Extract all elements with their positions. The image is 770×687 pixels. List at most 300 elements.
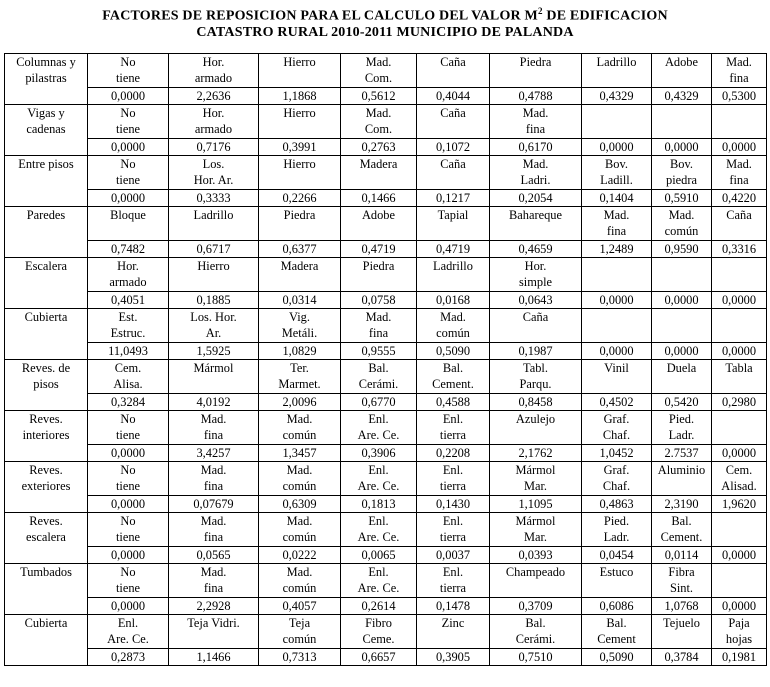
factor-value-cell: 0,0758 xyxy=(341,292,417,309)
material-name-line: común xyxy=(282,530,317,544)
material-name-line: Enl. xyxy=(368,514,389,528)
factor-value-cell: 1,3457 xyxy=(259,445,341,462)
material-name-cell xyxy=(259,564,341,598)
material-name-line: Mad. xyxy=(286,514,313,528)
factor-value-cell: 4,0192 xyxy=(169,394,259,411)
material-name-line: Mar. xyxy=(523,479,548,493)
material-name-line: Cem. xyxy=(114,361,142,375)
factor-value-cell: 0,0393 xyxy=(490,547,582,564)
material-name-line: Hor. xyxy=(117,259,139,273)
category-label xyxy=(5,207,88,258)
material-name-line: Adobe xyxy=(664,55,699,69)
material-name-line: Ladr. xyxy=(668,428,695,442)
material-name-cell xyxy=(88,615,169,649)
material-name-line: Mad. xyxy=(668,208,695,222)
material-name-cell xyxy=(582,462,652,496)
material-name-cell xyxy=(652,462,712,496)
material-name-line: Enl. xyxy=(117,616,139,630)
material-name-line: Enl. xyxy=(368,412,389,426)
category-label xyxy=(5,156,88,207)
material-name-line: Hierro xyxy=(283,55,316,69)
material-name-cell xyxy=(341,207,417,241)
factor-value-cell: 0,4719 xyxy=(417,241,490,258)
material-name-cell xyxy=(88,156,169,190)
material-name-cell xyxy=(652,207,712,241)
material-name-cell xyxy=(582,207,652,241)
material-name-cell xyxy=(652,360,712,394)
material-names-row xyxy=(5,105,767,139)
material-name-line: No xyxy=(120,565,136,579)
material-name-line: Bov. xyxy=(605,157,628,171)
material-name-line: No xyxy=(120,514,136,528)
factor-value-cell: 0,5910 xyxy=(652,190,712,207)
material-names-row xyxy=(5,513,767,547)
factor-value-cell: 0,1981 xyxy=(712,649,767,666)
material-name-cell xyxy=(88,513,169,547)
material-name-line: Piedra xyxy=(519,55,552,69)
factor-value-cell: 0,0565 xyxy=(169,547,259,564)
factor-value-cell: 2.7537 xyxy=(652,445,712,462)
category-label xyxy=(5,615,88,666)
material-name-cell xyxy=(88,54,169,88)
material-name-line: Graf. xyxy=(603,463,630,477)
material-name-line: Caña xyxy=(726,208,752,222)
material-name-line: hojas xyxy=(725,632,753,646)
material-name-cell xyxy=(88,564,169,598)
material-name-line: Zinc xyxy=(441,616,465,630)
material-name-line: Graf. xyxy=(603,412,630,426)
material-name-line: Mad. xyxy=(200,514,227,528)
factor-value-cell: 0,5300 xyxy=(712,88,767,105)
material-name-cell xyxy=(88,360,169,394)
material-name-line: Are. Ce. xyxy=(357,428,400,442)
material-name-line: Piedra xyxy=(283,208,316,222)
material-name-cell xyxy=(417,360,490,394)
material-name-cell xyxy=(490,54,582,88)
material-name-cell xyxy=(712,258,767,292)
material-name-cell xyxy=(417,156,490,190)
material-name-cell xyxy=(417,105,490,139)
material-name-cell xyxy=(652,258,712,292)
factor-value-cell: 0,2873 xyxy=(88,649,169,666)
factor-value-cell: 0,1466 xyxy=(341,190,417,207)
factor-value-cell: 0,3316 xyxy=(712,241,767,258)
title-line-1: FACTORES DE REPOSICION PARA EL CALCULO DEL VALOR $M^2$ DE EDIFICACION xyxy=(102,6,668,24)
material-name-line: Metáli. xyxy=(281,326,318,340)
material-name-line: fina xyxy=(203,479,224,493)
material-name-line: fina xyxy=(368,326,389,340)
material-name-line: Bahareque xyxy=(509,208,562,222)
material-name-cell xyxy=(712,411,767,445)
category-label xyxy=(5,309,88,360)
factor-value-cell: 0,0000 xyxy=(88,139,169,156)
material-names-row xyxy=(5,156,767,190)
factor-value-cell: 0,5612 xyxy=(341,88,417,105)
material-name-cell xyxy=(712,564,767,598)
material-name-cell xyxy=(169,462,259,496)
material-name-line: Cem. xyxy=(725,463,753,477)
material-name-line: Paja xyxy=(728,616,750,630)
category-label-line: Vigas y xyxy=(27,106,65,120)
material-name-line: Mar. xyxy=(523,530,548,544)
material-name-line: tiene xyxy=(115,122,141,136)
material-name-line: Mad. xyxy=(522,106,549,120)
factor-value-cell: 0,6770 xyxy=(341,394,417,411)
factor-value-cell: 0,1404 xyxy=(582,190,652,207)
factor-value-cell: 0,0000 xyxy=(88,445,169,462)
material-names-row xyxy=(5,54,767,88)
material-name-line: Vig. xyxy=(289,310,310,324)
material-name-cell xyxy=(652,54,712,88)
material-name-cell xyxy=(712,309,767,343)
material-name-line: Fibro xyxy=(365,616,392,630)
material-name-cell xyxy=(341,564,417,598)
category-label-line: Reves. xyxy=(29,463,63,477)
material-name-cell xyxy=(88,411,169,445)
material-name-line: Sint. xyxy=(669,581,694,595)
material-name-cell xyxy=(417,513,490,547)
material-name-line: Cerámi. xyxy=(358,377,399,391)
material-name-line: Cerámi. xyxy=(515,632,556,646)
material-name-cell xyxy=(652,309,712,343)
factor-value-cell: 0,4057 xyxy=(259,598,341,615)
category-label xyxy=(5,462,88,513)
factor-value-cell: 0,0000 xyxy=(88,598,169,615)
factor-value-cell: 0,2266 xyxy=(259,190,341,207)
material-name-cell xyxy=(341,462,417,496)
factor-value-cell: 0,4659 xyxy=(490,241,582,258)
material-name-line: Hor. xyxy=(202,106,225,120)
material-name-line: tiene xyxy=(115,581,141,595)
factor-value-cell: 1,0768 xyxy=(652,598,712,615)
material-name-line: Mad. xyxy=(365,55,392,69)
factor-value-cell: 1,1095 xyxy=(490,496,582,513)
factor-value-cell: 0,0000 xyxy=(582,343,652,360)
material-name-cell xyxy=(417,54,490,88)
material-name-line: Ladrillo xyxy=(193,208,234,222)
material-name-cell xyxy=(490,207,582,241)
factor-value-cell: 0,0000 xyxy=(712,598,767,615)
factor-values-row xyxy=(5,88,767,105)
factor-value-cell: 0,1217 xyxy=(417,190,490,207)
material-name-cell xyxy=(582,309,652,343)
material-name-line: Mad. xyxy=(522,157,549,171)
factor-values-row xyxy=(5,343,767,360)
material-name-line: Bal. xyxy=(606,616,627,630)
material-name-cell xyxy=(582,258,652,292)
category-label-line: Tumbados xyxy=(20,565,72,579)
material-name-cell xyxy=(169,156,259,190)
material-name-line: tierra xyxy=(439,479,467,493)
material-name-cell xyxy=(259,258,341,292)
category-label xyxy=(5,360,88,411)
material-name-line: fina xyxy=(525,122,546,136)
material-name-cell xyxy=(712,360,767,394)
factor-value-cell: 2,1762 xyxy=(490,445,582,462)
material-name-cell xyxy=(259,462,341,496)
factor-value-cell: 0,0000 xyxy=(652,343,712,360)
material-name-cell xyxy=(582,105,652,139)
material-name-line: Mármol xyxy=(515,514,556,528)
category-label-line: Reves. de xyxy=(21,361,71,375)
material-name-line: Duela xyxy=(666,361,697,375)
category-label-line: exteriores xyxy=(21,479,71,493)
material-name-line: Mad. xyxy=(365,106,392,120)
material-name-cell xyxy=(341,54,417,88)
factor-value-cell: 0,3991 xyxy=(259,139,341,156)
material-name-cell xyxy=(259,156,341,190)
factor-value-cell: 0,0168 xyxy=(417,292,490,309)
material-name-cell xyxy=(712,513,767,547)
material-name-cell xyxy=(169,54,259,88)
factor-value-cell: 0,7176 xyxy=(169,139,259,156)
material-name-line: fina xyxy=(203,530,224,544)
material-name-line: Mad. xyxy=(726,157,752,171)
material-name-line: fina xyxy=(729,173,749,187)
material-name-line: Ter. xyxy=(290,361,309,375)
material-name-cell xyxy=(582,54,652,88)
factor-value-cell: 0,3284 xyxy=(88,394,169,411)
factor-value-cell: 0,1430 xyxy=(417,496,490,513)
factor-value-cell: 0,2054 xyxy=(490,190,582,207)
material-name-line: Enl. xyxy=(368,463,389,477)
material-name-cell xyxy=(88,309,169,343)
category-label-line: Columnas y xyxy=(16,55,76,69)
material-name-line: Enl. xyxy=(442,463,464,477)
material-name-cell xyxy=(490,462,582,496)
category-label-line: escalera xyxy=(26,530,66,544)
factor-values-row xyxy=(5,292,767,309)
material-name-cell xyxy=(341,513,417,547)
material-name-line: Bloque xyxy=(110,208,146,222)
factor-value-cell: 0,4588 xyxy=(417,394,490,411)
material-name-line: Hor. xyxy=(524,259,547,273)
material-name-line: Com. xyxy=(364,71,393,85)
material-names-row xyxy=(5,411,767,445)
material-name-line: Alisad. xyxy=(721,479,757,493)
factor-value-cell: 0,9590 xyxy=(652,241,712,258)
material-name-line: fina xyxy=(203,581,224,595)
material-names-row xyxy=(5,360,767,394)
material-name-cell xyxy=(169,258,259,292)
material-name-cell xyxy=(490,411,582,445)
material-name-line: Bov. xyxy=(670,157,693,171)
category-label xyxy=(5,564,88,615)
factor-value-cell: 0,5090 xyxy=(582,649,652,666)
material-name-line: Madera xyxy=(359,157,398,171)
material-name-line: Bal. xyxy=(368,361,389,375)
category-label-line: cadenas xyxy=(26,122,66,136)
material-name-line: Hor. xyxy=(202,55,225,69)
material-name-line: tiene xyxy=(115,479,141,493)
factor-value-cell: 1,1868 xyxy=(259,88,341,105)
material-name-line: Tabla xyxy=(725,361,753,375)
material-name-line: tierra xyxy=(439,530,467,544)
factor-value-cell: 0,0000 xyxy=(88,496,169,513)
material-name-line: Hierro xyxy=(283,106,316,120)
material-name-line: común xyxy=(664,224,699,238)
factor-value-cell: 0,2208 xyxy=(417,445,490,462)
material-name-line: Mad. xyxy=(200,565,227,579)
material-name-cell xyxy=(582,360,652,394)
factor-value-cell: 2,2636 xyxy=(169,88,259,105)
material-name-cell xyxy=(169,513,259,547)
material-name-line: Pied. xyxy=(668,412,695,426)
factor-values-row xyxy=(5,139,767,156)
material-name-line: Chaf. xyxy=(602,428,631,442)
material-name-cell xyxy=(652,411,712,445)
material-name-cell xyxy=(169,105,259,139)
factor-value-cell: 0,7482 xyxy=(88,241,169,258)
material-name-cell xyxy=(712,207,767,241)
factor-value-cell: 0,4719 xyxy=(341,241,417,258)
material-name-line: Caña xyxy=(440,157,466,171)
category-label xyxy=(5,54,88,105)
material-name-cell xyxy=(169,309,259,343)
material-name-line: Are. Ce. xyxy=(357,530,400,544)
material-name-cell xyxy=(712,462,767,496)
material-name-line: Ladr. xyxy=(603,530,630,544)
material-name-cell xyxy=(582,564,652,598)
material-name-line: Parqu. xyxy=(519,377,552,391)
factor-value-cell: 0,3784 xyxy=(652,649,712,666)
factor-value-cell: 0,3905 xyxy=(417,649,490,666)
material-name-line: No xyxy=(120,463,136,477)
material-name-cell xyxy=(88,105,169,139)
material-name-cell xyxy=(259,54,341,88)
factor-value-cell: 1,2489 xyxy=(582,241,652,258)
material-name-line: Ladri. xyxy=(520,173,551,187)
material-name-line: tiene xyxy=(115,71,141,85)
factor-value-cell: 0,0065 xyxy=(341,547,417,564)
factor-value-cell: 0,0000 xyxy=(712,445,767,462)
material-name-cell xyxy=(417,462,490,496)
factor-value-cell: 0,2614 xyxy=(341,598,417,615)
factor-value-cell: 0,1478 xyxy=(417,598,490,615)
material-name-cell xyxy=(417,411,490,445)
material-name-line: Mad. xyxy=(200,463,227,477)
factor-value-cell: 0,0000 xyxy=(582,292,652,309)
material-name-line: Mármol xyxy=(193,361,234,375)
material-name-line: piedra xyxy=(666,173,697,187)
factor-value-cell: 0,4044 xyxy=(417,88,490,105)
material-name-line: Enl. xyxy=(442,565,464,579)
material-name-line: Hierro xyxy=(197,259,230,273)
material-name-line: Bal. xyxy=(671,514,692,528)
material-name-cell xyxy=(712,156,767,190)
material-name-line: fina xyxy=(729,71,749,85)
material-name-line: Cement. xyxy=(432,377,474,391)
factor-value-cell: 0,0454 xyxy=(582,547,652,564)
material-name-cell xyxy=(417,309,490,343)
material-name-line: Chaf. xyxy=(602,479,631,493)
material-name-line: Mad. xyxy=(200,412,227,426)
factor-value-cell: 0,0000 xyxy=(712,343,767,360)
factor-value-cell: 0,6170 xyxy=(490,139,582,156)
material-name-cell xyxy=(490,615,582,649)
factor-value-cell: 0,4220 xyxy=(712,190,767,207)
factor-value-cell: 0,0000 xyxy=(712,139,767,156)
material-name-cell xyxy=(652,564,712,598)
material-name-line: Caña xyxy=(522,310,549,324)
factor-value-cell: 0,7510 xyxy=(490,649,582,666)
factor-value-cell: 0,6086 xyxy=(582,598,652,615)
material-name-line: armado xyxy=(109,275,147,289)
factor-value-cell: 2,3190 xyxy=(652,496,712,513)
material-name-cell xyxy=(582,411,652,445)
material-name-line: Est. xyxy=(118,310,138,324)
material-name-cell xyxy=(341,309,417,343)
material-name-line: Ladrillo xyxy=(433,259,473,273)
material-name-line: Com. xyxy=(364,122,393,136)
category-label xyxy=(5,513,88,564)
factor-value-cell: 0,6717 xyxy=(169,241,259,258)
material-name-cell xyxy=(169,615,259,649)
material-name-line: común xyxy=(282,581,317,595)
material-name-line: común xyxy=(282,428,317,442)
factor-value-cell: 0,0000 xyxy=(582,139,652,156)
material-name-line: Azulejo xyxy=(515,412,556,426)
material-name-line: tiene xyxy=(115,428,141,442)
material-name-line: Cement xyxy=(597,632,636,646)
material-name-line: Piedra xyxy=(362,259,395,273)
material-name-line: Hor. Ar. xyxy=(193,173,234,187)
material-name-cell xyxy=(259,513,341,547)
material-name-line: simple xyxy=(518,275,553,289)
material-name-line: No xyxy=(120,157,136,171)
material-name-line: Estuco xyxy=(599,565,634,579)
factor-value-cell: 2,0096 xyxy=(259,394,341,411)
material-name-line: Estruc. xyxy=(110,326,146,340)
material-name-line: Bal. xyxy=(442,361,464,375)
material-name-cell xyxy=(169,411,259,445)
material-name-cell xyxy=(652,156,712,190)
factor-values-row xyxy=(5,547,767,564)
material-name-line: Bal. xyxy=(525,616,546,630)
material-name-cell xyxy=(88,462,169,496)
material-name-line: Mad. xyxy=(440,310,466,324)
factor-value-cell: 0,0314 xyxy=(259,292,341,309)
material-name-line: Vinil xyxy=(604,361,629,375)
factor-value-cell: 0,7313 xyxy=(259,649,341,666)
factor-values-row xyxy=(5,445,767,462)
material-names-row xyxy=(5,564,767,598)
factor-values-row xyxy=(5,649,767,666)
factor-value-cell: 3,4257 xyxy=(169,445,259,462)
material-name-line: Ladill. xyxy=(600,173,633,187)
material-name-cell xyxy=(341,156,417,190)
material-name-line: Hierro xyxy=(283,157,316,171)
material-name-cell xyxy=(652,615,712,649)
title-line-2: CATASTRO RURAL 2010-2011 MUNICIPIO DE PALANDA xyxy=(196,24,574,40)
material-name-cell xyxy=(652,513,712,547)
factor-value-cell: 0,0000 xyxy=(712,547,767,564)
material-name-cell xyxy=(417,564,490,598)
factor-value-cell: 0,2763 xyxy=(341,139,417,156)
factor-value-cell: 0,0000 xyxy=(652,292,712,309)
material-name-cell xyxy=(88,207,169,241)
material-name-line: Fibra xyxy=(668,565,695,579)
material-name-cell xyxy=(490,513,582,547)
factor-value-cell: 0,0000 xyxy=(712,292,767,309)
material-names-row xyxy=(5,207,767,241)
material-name-cell xyxy=(417,258,490,292)
material-name-line: Caña xyxy=(440,55,466,69)
material-name-cell xyxy=(341,360,417,394)
material-name-cell xyxy=(490,156,582,190)
material-name-cell xyxy=(582,513,652,547)
factor-values-row xyxy=(5,394,767,411)
